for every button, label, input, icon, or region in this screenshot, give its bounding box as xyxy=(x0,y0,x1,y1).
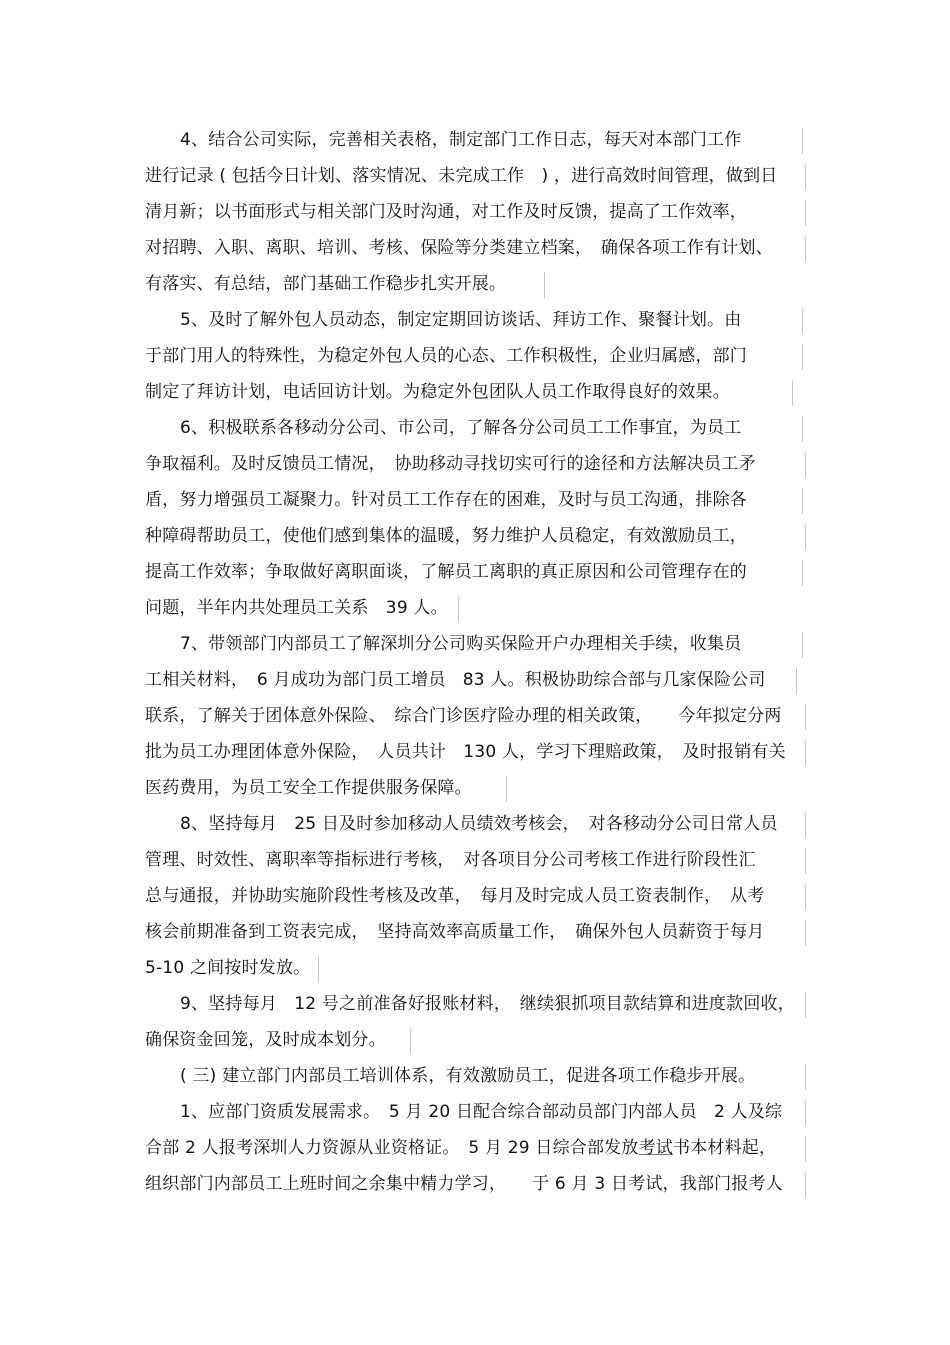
column-divider xyxy=(796,668,797,694)
text-line: 争取福利。及时反馈员工情况， 协助移动寻找切实可行的途径和方法解决员工矛 xyxy=(145,454,756,474)
column-divider xyxy=(805,236,806,262)
column-divider xyxy=(805,1100,806,1126)
column-divider xyxy=(805,704,806,730)
text-line: 5、及时了解外包人员动态，制定定期回访谈话、拜访工作、聚餐计划。由 xyxy=(180,310,742,330)
text-line: 确保资金回笼，及时成本划分。 xyxy=(145,1030,386,1050)
text-line: 组织部门内部员工上班时间之余集中精力学习， 于 6 月 3 日考试，我部门报考人 xyxy=(145,1174,783,1194)
column-divider xyxy=(805,1172,806,1198)
text-line: 制定了拜访计划，电话回访计划。为稳定外包团队人员工作取得良好的效果。 xyxy=(145,382,730,402)
text-line: 问题，半年内共处理员工关系 39 人。 xyxy=(145,598,448,618)
column-divider xyxy=(802,416,803,442)
text-line: 8、坚持每月 25 日及时参加移动人员绩效考核会， 对各移动分公司日常人员 xyxy=(180,814,778,834)
text-line: 有落实、有总结，部门基础工作稳步扎实开展。 xyxy=(145,274,507,294)
column-divider xyxy=(802,488,803,514)
text-line: 对招聘、入职、离职、培训、考核、保险等分类建立档案， 确保各项工作有计划、 xyxy=(145,238,773,258)
text-line: 盾，努力增强员工凝聚力。针对员工工作存在的困难，及时与员工沟通，排除各 xyxy=(145,490,747,510)
text-line: 6、积极联系各移动分公司、市公司，了解各分公司员工工作事宜，为员工 xyxy=(180,418,742,438)
column-divider xyxy=(805,884,806,910)
column-divider xyxy=(802,632,803,658)
text-line: 种障碍帮助员工，使他们感到集体的温暖，努力维护人员稳定，有效激励员工， xyxy=(145,526,747,546)
text-line: 合部 2 人报考深圳人力资源从业资格证。 5 月 29 日综合部发放考试书本材料起， xyxy=(145,1138,777,1158)
column-divider xyxy=(805,524,806,550)
text-line: 于部门用人的特殊性，为稳定外包人员的心态、工作积极性，企业归属感，部门 xyxy=(145,346,747,366)
column-divider xyxy=(805,200,806,226)
text-line: 医药费用，为员工安全工作提供服务保障。 xyxy=(145,778,472,798)
column-divider xyxy=(805,1064,806,1090)
text-line: 进行记录 ( 包括今日计划、落实情况、未完成工作 ) ，进行高效时间管理，做到日 xyxy=(145,166,778,186)
text-line: 9、坚持每月 12 号之前准备好报账材料， 继续狠抓项目款结算和进度款回收， xyxy=(180,994,795,1014)
column-divider xyxy=(802,128,803,154)
text-line: 清月新；以书面形式与相关部门及时沟通，对工作及时反馈，提高了工作效率， xyxy=(145,202,747,222)
text-line: 1、应部门资质发展需求。 5 月 20 日配合综合部动员部门内部人员 2 人及综 xyxy=(180,1102,783,1122)
column-divider xyxy=(802,344,803,370)
column-divider xyxy=(805,920,806,946)
underlined-word: 考试 xyxy=(638,1138,673,1158)
column-divider xyxy=(805,452,806,478)
text-line: 7、带领部门内部员工了解深圳分公司购买保险开户办理相关手续，收集员 xyxy=(180,634,742,654)
column-divider xyxy=(805,740,806,766)
column-divider xyxy=(410,1028,411,1054)
text-line: 5-10 之间按时发放。 xyxy=(145,958,311,978)
column-divider xyxy=(792,380,793,406)
column-divider xyxy=(805,164,806,190)
text-line: 联系，了解关于团体意外保险、 综合门诊医疗险办理的相关政策， 今年拟定分两 xyxy=(145,706,782,726)
column-divider xyxy=(805,812,806,838)
column-divider xyxy=(544,272,545,298)
column-divider xyxy=(802,560,803,586)
column-divider xyxy=(458,596,459,622)
text-line: 总与通报，并协助实施阶段性考核及改革， 每月及时完成人员工资表制作， 从考 xyxy=(145,886,765,906)
column-divider xyxy=(802,308,803,334)
text-line: 4、结合公司实际，完善相关表格，制定部门工作日志，每天对本部门工作 xyxy=(180,130,742,150)
text-line: 工相关材料， 6 月成功为部门员工增员 83 人。积极协助综合部与几家保险公司 xyxy=(145,670,766,690)
text-line: 核会前期准备到工资表完成， 坚持高效率高质量工作， 确保外包人员薪资于每月 xyxy=(145,922,765,942)
text-line: 管理、时效性、离职率等指标进行考核， 对各项目分公司考核工作进行阶段性汇 xyxy=(145,850,756,870)
text-line: ( 三) 建立部门内部员工培训体系，有效激励员工，促进各项工作稳步开展。 xyxy=(180,1066,756,1086)
column-divider xyxy=(506,776,507,802)
text-line: 提高工作效率；争取做好离职面谈，了解员工离职的真正原因和公司管理存在的 xyxy=(145,562,747,582)
column-divider xyxy=(805,1136,806,1162)
column-divider xyxy=(805,848,806,874)
column-divider xyxy=(805,992,806,1018)
text-line: 批为员工办理团体意外保险， 人员共计 130 人，学习下理赔政策， 及时报销有关 xyxy=(145,742,786,762)
column-divider xyxy=(318,956,319,982)
